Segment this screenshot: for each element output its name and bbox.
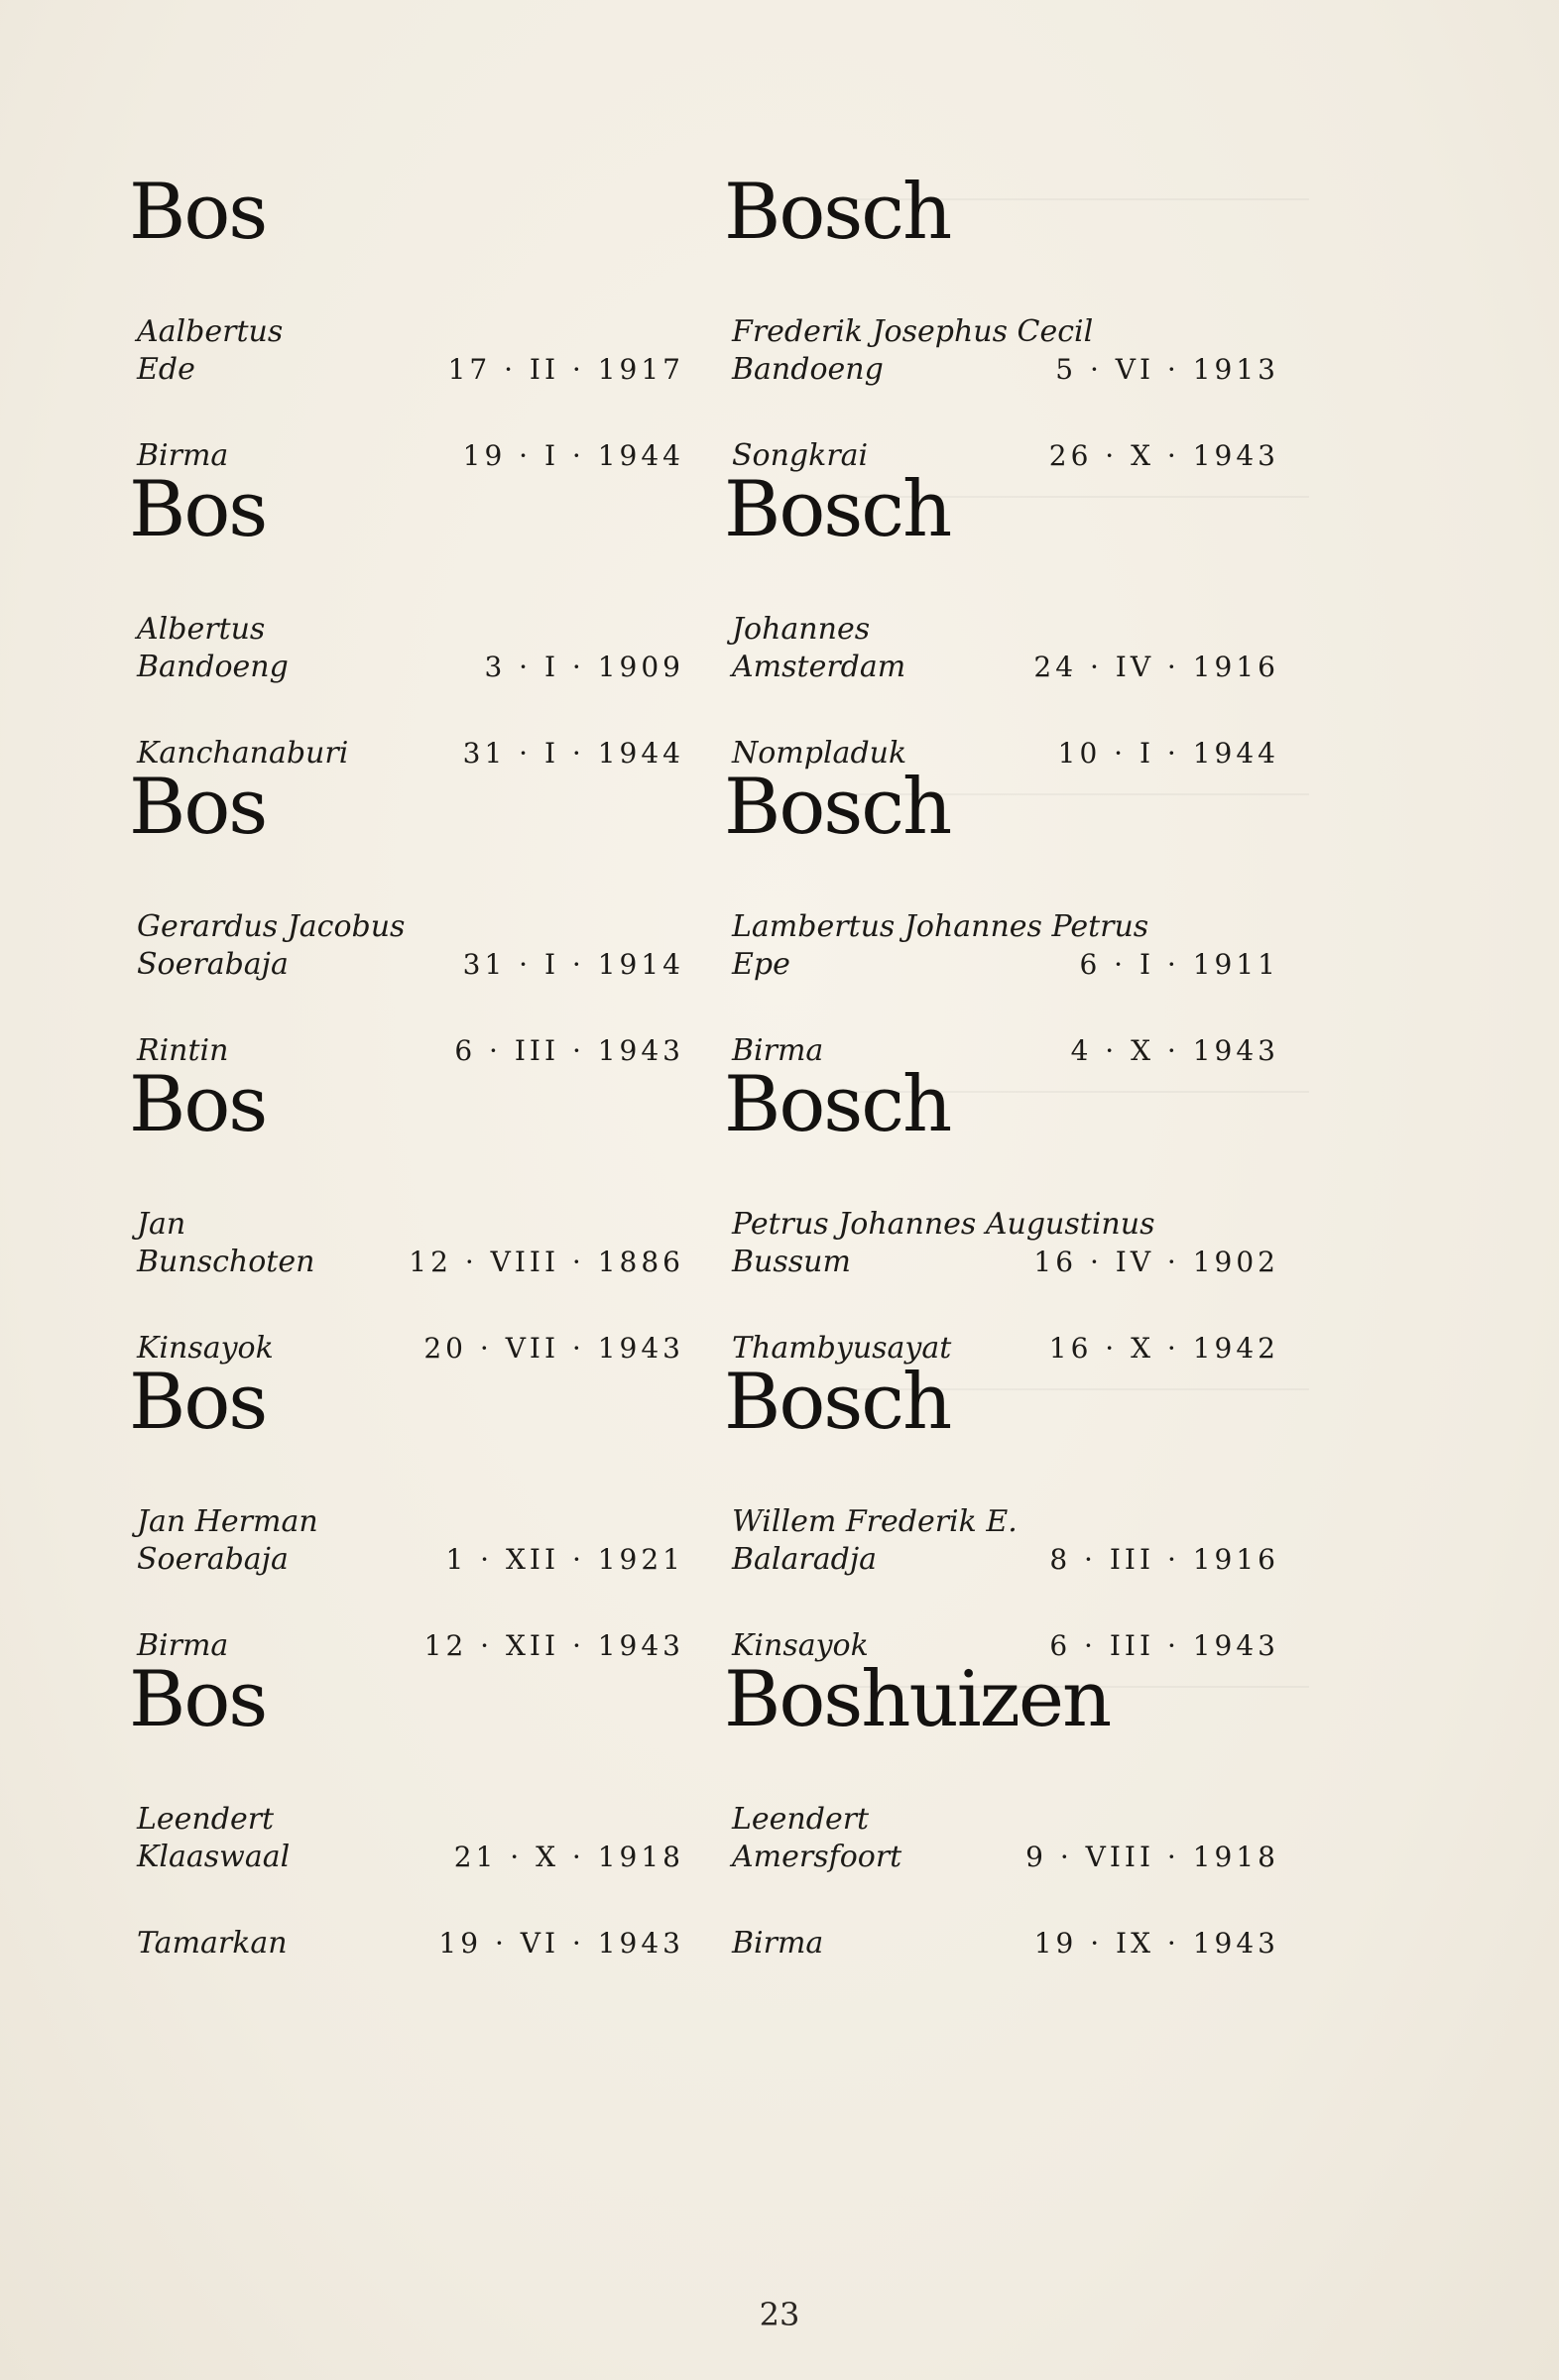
death-date: 19 · I · 1944 — [462, 439, 684, 472]
birth-place: Bandoeng — [137, 650, 289, 684]
death-place: Tamarkan — [137, 1926, 288, 1961]
birth-line — [732, 1538, 1279, 1582]
birth-line — [732, 1241, 1279, 1284]
surname: Bos — [129, 1358, 267, 1447]
given-names: Aalbertus — [137, 314, 284, 349]
birth-date: 31 · I · 1914 — [462, 948, 684, 981]
name-entry — [724, 1655, 1279, 1961]
birth-place: Soerabaja — [137, 947, 289, 982]
birth-date: 1 · XII · 1921 — [445, 1543, 684, 1576]
death-place: Birma — [137, 438, 229, 473]
name-entry — [129, 763, 684, 1068]
name-entry — [724, 763, 1279, 1068]
birth-date: 17 · II · 1917 — [447, 353, 684, 386]
death-place: Kanchanaburi — [137, 736, 349, 771]
surname: Bos — [129, 1655, 267, 1744]
name-entry — [724, 1060, 1279, 1366]
death-place: Kinsayok — [137, 1331, 274, 1366]
given-names: Lambertus Johannes Petrus — [732, 909, 1149, 944]
birth-line — [137, 1241, 684, 1284]
death-date: 20 · VII · 1943 — [423, 1332, 684, 1365]
surname: Bos — [129, 1060, 267, 1149]
surname: Bosch — [724, 1358, 951, 1447]
birth-place: Bussum — [732, 1245, 851, 1279]
left-column — [129, 168, 684, 1961]
name-entry — [724, 168, 1279, 473]
death-line — [732, 1922, 1279, 1965]
death-date: 12 · XII · 1943 — [423, 1629, 684, 1662]
surname: Bosch — [724, 465, 951, 554]
given-names: Johannes — [732, 612, 871, 647]
birth-place: Bandoeng — [732, 352, 884, 387]
given-names: Gerardus Jacobus — [137, 909, 406, 944]
birth-place: Amersfoort — [732, 1840, 902, 1874]
given-names: Petrus Johannes Augustinus — [732, 1207, 1155, 1242]
death-place: Birma — [732, 1926, 824, 1961]
death-date: 26 · X · 1943 — [1048, 439, 1279, 472]
birth-date: 5 · VI · 1913 — [1055, 353, 1279, 386]
birth-date: 8 · III · 1916 — [1049, 1543, 1279, 1576]
death-line — [137, 1922, 684, 1965]
death-date: 6 · III · 1943 — [454, 1034, 684, 1067]
death-date: 4 · X · 1943 — [1070, 1034, 1279, 1067]
birth-date: 21 · X · 1918 — [453, 1841, 684, 1873]
birth-place: Klaaswaal — [137, 1840, 291, 1874]
surname: Bosch — [724, 1060, 951, 1149]
birth-line — [137, 943, 684, 987]
birth-line — [732, 348, 1279, 392]
birth-place: Ede — [137, 352, 195, 387]
surname: Bos — [129, 168, 267, 257]
death-date: 6 · III · 1943 — [1049, 1629, 1279, 1662]
birth-line — [137, 348, 684, 392]
surname: Boshuizen — [724, 1655, 1111, 1744]
death-place: Thambyusayat — [732, 1331, 952, 1366]
death-place: Kinsayok — [732, 1628, 869, 1663]
death-date: 10 · I · 1944 — [1057, 737, 1279, 770]
name-entry — [129, 1060, 684, 1366]
birth-date: 16 · IV · 1902 — [1033, 1246, 1279, 1278]
surname: Bos — [129, 763, 267, 852]
right-column — [724, 168, 1279, 1961]
given-names: Jan — [137, 1207, 186, 1242]
name-entry — [129, 465, 684, 771]
birth-line — [137, 1538, 684, 1582]
death-date: 19 · IX · 1943 — [1033, 1927, 1279, 1960]
given-names: Jan Herman — [137, 1504, 318, 1539]
birth-place: Amsterdam — [732, 650, 906, 684]
given-names: Albertus — [137, 612, 266, 647]
death-place: Nompladuk — [732, 736, 907, 771]
death-date: 31 · I · 1944 — [462, 737, 684, 770]
death-date: 19 · VI · 1943 — [438, 1927, 684, 1960]
surname: Bosch — [724, 763, 951, 852]
given-names: Leendert — [732, 1802, 870, 1837]
birth-place: Soerabaja — [137, 1542, 289, 1577]
death-place: Songkrai — [732, 438, 869, 473]
birth-line — [732, 1836, 1279, 1879]
birth-date: 12 · VIII · 1886 — [409, 1246, 684, 1278]
birth-place: Epe — [732, 947, 790, 982]
surname: Bos — [129, 465, 267, 554]
given-names: Leendert — [137, 1802, 275, 1837]
birth-line — [137, 1836, 684, 1879]
birth-date: 24 · IV · 1916 — [1033, 651, 1279, 683]
given-names: Willem Frederik E. — [732, 1504, 1018, 1539]
name-entry — [129, 168, 684, 473]
name-entry — [129, 1655, 684, 1961]
death-place: Rintin — [137, 1033, 229, 1068]
birth-date: 3 · I · 1909 — [484, 651, 684, 683]
birth-date: 6 · I · 1911 — [1079, 948, 1279, 981]
birth-place: Bunschoten — [137, 1245, 315, 1279]
death-place: Birma — [137, 1628, 229, 1663]
name-entry — [724, 465, 1279, 771]
given-names: Frederik Josephus Cecil — [732, 314, 1094, 349]
birth-place: Balaradja — [732, 1542, 878, 1577]
birth-line — [732, 943, 1279, 987]
birth-date: 9 · VIII · 1918 — [1025, 1841, 1279, 1873]
death-date: 16 · X · 1942 — [1048, 1332, 1279, 1365]
page-number: 23 — [759, 2296, 800, 2333]
birth-line — [732, 646, 1279, 689]
surname: Bosch — [724, 168, 951, 257]
death-place: Birma — [732, 1033, 824, 1068]
name-entry — [724, 1358, 1279, 1663]
birth-line — [137, 646, 684, 689]
name-entry — [129, 1358, 684, 1663]
